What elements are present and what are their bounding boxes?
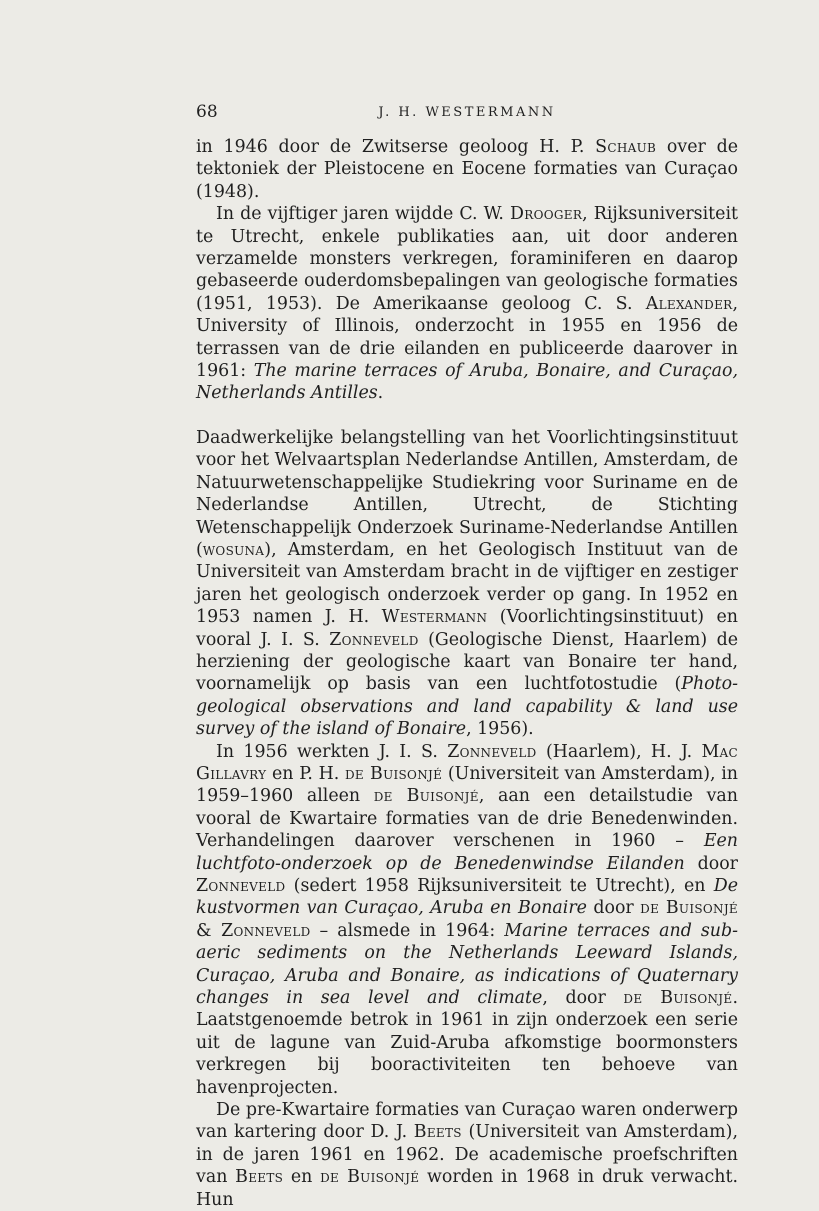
publication-title: Marine terraces and sub-aeric sediments on the Netherlands Leeward Islands, Curaçao, Aruba and Bonaire, as indications of Quaternary changes in sea level and climate xyxy=(196,920,738,1009)
text-run: , 1956). xyxy=(466,719,534,740)
paragraph-3 xyxy=(196,427,738,741)
paragraph-1 xyxy=(196,136,738,203)
text-run: worden in 1968 in druk verwacht. Hun xyxy=(196,1167,738,1210)
page-header xyxy=(196,100,738,126)
author-name: Westermann xyxy=(381,607,488,628)
author-name: Zonneveld xyxy=(447,741,537,762)
text-run: door xyxy=(684,853,738,874)
organization-acronym: wosuna xyxy=(202,539,265,560)
author-name: Alexander xyxy=(645,293,733,314)
author-name: Beets xyxy=(413,1122,462,1143)
text-run: , door xyxy=(542,988,624,1009)
author-name: de Buisonjé xyxy=(320,1167,420,1188)
text-run: In de vijftiger jaren wijdde C. W. xyxy=(216,204,511,225)
author-name: Beets xyxy=(235,1167,284,1188)
publication-title: De kustvormen van Curaçao, Aruba en Bonaire xyxy=(196,876,738,919)
author-name: de Buisonjé & Zonneveld xyxy=(196,898,738,941)
text-run: (Universiteit van Amsterdam), in 1959–1960 alleen xyxy=(196,763,738,807)
paragraph-2 xyxy=(196,203,738,405)
author-name: Schaub xyxy=(595,137,657,157)
text-run: , Rijksuniversiteit te Utrecht, enkele publikaties aan, uit door anderen verzamelde monsters verkregen, foraminiferen en daarop gebaseerde ouderdomsbepalingen van geologische formaties (1951, 1953). De Amerikaanse geoloog C. S. xyxy=(196,204,738,314)
text-run: De pre-Kwartaire formaties van Curaçao waren onderwerp van kartering door D. J. xyxy=(196,1100,738,1143)
running-head: J. H. WESTERMANN xyxy=(378,105,556,120)
author-name: Zonneveld xyxy=(329,629,419,650)
text-run: , aan een detailstudie van vooral de Kwartaire formaties van de drie Benedenwinden. Verhandelingen daarover verschenen in 1960 – xyxy=(196,786,738,852)
author-name: de Buisonjé xyxy=(623,988,733,1009)
publication-title: The marine terraces of Aruba, Bonaire, and Curaçao, Netherlands Antilles xyxy=(196,361,738,404)
author-name: Mac Gillavry xyxy=(196,741,738,784)
text-run: , University of Illinois, onderzocht in 1955 en 1956 de terrassen van de drie eilanden en publiceerde daarover in 1961: xyxy=(196,293,738,382)
author-name: de Buisonjé xyxy=(373,786,479,807)
text-run: (Universiteit van Amsterdam), in de jaren 1961 en 1962. De academische proefschriften van xyxy=(196,1122,738,1188)
text-run: (Voorlichtingsinstituut) en vooral J. I. S. xyxy=(196,607,739,650)
body-text xyxy=(196,136,738,1211)
text-run: Daadwerkelijke belangstelling van het Voorlichtingsinstituut voor het Welvaartsplan Nederlandse Antillen, Amsterdam, de Natuurwetenschappelijke Studiekring voor Suriname en de Nederlandse Antillen, Utrecht, de Stichting Wetenschappelijk Onderzoek Suriname-Nederlandse Antillen ( xyxy=(196,427,738,560)
page-number: 68 xyxy=(196,102,218,122)
text-run: In 1956 werkten J. I. S. xyxy=(216,741,448,762)
text-run: ), Amsterdam, en het Geologisch Instituut van de Universiteit van Amsterdam bracht in de vijftiger en zestiger jaren het geologisch onderzoek verder op gang. In 1952 en 1953 namen J. H. xyxy=(196,539,738,628)
text-run: (Geologische Dienst, Haarlem) de herziening der geologische kaart van Bonaire ter hand, voornamelijk op basis van een luchtfotostudie ( xyxy=(196,629,738,695)
text-run: in 1946 door de Zwitserse geoloog H. P. xyxy=(196,137,596,157)
paragraph-4 xyxy=(196,741,738,1100)
text-run: (Haarlem), H. J. xyxy=(536,741,702,762)
text-run: door xyxy=(586,898,641,919)
text-run: – alsmede in 1964: xyxy=(310,920,505,941)
text-run: (sedert 1958 Rijksuniversiteit te Utrecht), en xyxy=(285,876,714,896)
text-run: en P. H. xyxy=(266,763,346,784)
publication-title: Photo-geological observations and land capability & land use survey of the island of Bonaire xyxy=(196,674,738,740)
text-run: . Laatstgenoemde betrok in 1961 in zijn onderzoek een serie uit de lagune van Zuid-Aruba afkomstige boormonsters verkregen bij booractiviteiten ten behoeve van havenprojecten. xyxy=(196,988,738,1098)
text-run: over de tektoniek der Pleistocene en Eocene formaties van Curaçao (1948). xyxy=(196,137,738,202)
text-run: . xyxy=(377,383,384,404)
author-name: Drooger xyxy=(510,204,583,225)
text-run: en xyxy=(283,1167,321,1188)
author-name: Zonneveld xyxy=(196,876,286,896)
paragraph-5 xyxy=(196,1099,738,1211)
author-name: de Buisonjé xyxy=(345,763,443,784)
publication-title: Een luchtfoto-onderzoek op de Benedenwindse Eilanden xyxy=(196,831,738,874)
